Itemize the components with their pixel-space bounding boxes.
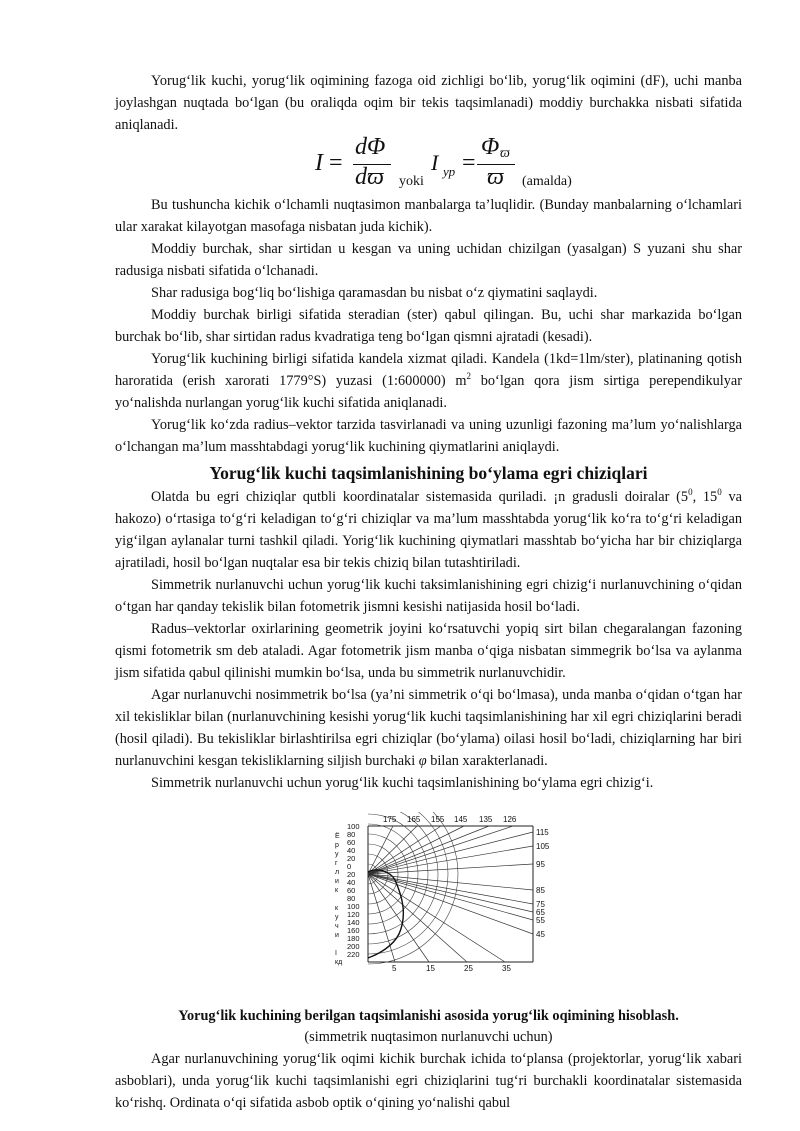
vertical-axis-label-letter: к [335, 887, 339, 894]
top-angle-label: 165 [407, 815, 421, 824]
vertical-axis-label-letter: у [335, 914, 339, 921]
vertical-axis-label-letter: и [335, 932, 339, 939]
intensity-scale-label: 120 [347, 910, 360, 919]
figure-caption-subtitle: (simmetrik nuqtasimon nurlanuvchi uchun) [304, 1029, 553, 1045]
paragraph-2: Bu tushuncha kichik o‘lchamli nuqtasimon manbalarga ta’luqlidir. (Bunday manbalarning o‘lchamlari ular xarakat kilayotgan masofaga nisbatan juda kichik). [115, 197, 742, 235]
top-angle-label: 175 [383, 815, 397, 824]
formula-equals-1: = [329, 150, 343, 176]
radial-line [368, 874, 505, 962]
paragraph-6-superscript: 2 [466, 371, 472, 382]
document-page [115, 70, 742, 1114]
vertical-axis-label-letter: р [335, 842, 339, 849]
paragraph-9: Simmetrik nurlanuvchi uchun yorug‘lik kuchi taksimlanishining egri chizig‘i nurlanuvchining o‘qidan o‘tgan har qanday tekislik bilan fotometrik jismni kesishi natijasida hosil bo‘ladi. [115, 577, 742, 615]
vertical-axis-label-letter: г [335, 860, 338, 867]
radial-line [368, 874, 533, 934]
intensity-scale-label: 20 [347, 870, 356, 879]
paragraph-4: Shar radusiga bog‘liq bo‘lishiga qaramasdan bu nisbat o‘z qiymatini saqlaydi. [151, 285, 598, 301]
vertical-axis-label-letter: у [335, 851, 339, 858]
top-angle-label: 135 [479, 815, 493, 824]
vertical-axis-label-letter: Ё [335, 833, 340, 840]
formula-lhs-2: I [431, 150, 439, 175]
intensity-scale-label: 80 [347, 894, 356, 903]
intensity-scale-label: 200 [347, 942, 360, 951]
intensity-scale-label: 60 [347, 838, 356, 847]
formula-equals-2: = [462, 150, 476, 176]
formula-yoki: yoki [399, 174, 424, 189]
intensity-scale-label: 220 [347, 950, 360, 959]
intensity-scale-label: 20 [347, 854, 356, 863]
paragraph-11-part-a: Agar nurlanuvchi nosimmetrik bo‘lsa (ya’ni simmetrik o‘qi bo‘lmasa), unda manba o‘qidan o‘tgan har xil tekisliklar bilan (nurlanuvchining kesishi yorug‘lik kuchi taqsimlanishining har xil egri chiziqlarini beradi (hosil qiladi). Bu tekisliklar birlashtirilsa egri chiziqlar (bo‘ylama) oilasi hosil bo‘ladi, chiziqlarning har biri nurlanuvchini kesgan tekisliklarning siljish burchaki [115, 687, 742, 769]
figure-caption-title [115, 1006, 742, 1027]
section-heading: Yorug‘lik kuchi taqsimlanishining bo‘ylama egri chiziqlari [209, 463, 648, 483]
paragraph-8-part-c: va hakozo) o‘rtasiga to‘g‘ri keladigan to‘g‘ri chiziqlar va ma’lum masshtabda yorug‘lik ko‘ra to‘g‘ri keladigan yig‘ilgan aylanalar turni tashkil qiladi. Yorig‘lik kuchining qiymatlari masshtab bo‘yicha har bir chiziqlarga ajratiladi, hosil bo‘lgan nuqtalar esa bir tekis chiziq bilan tutashtiriladi. [115, 489, 742, 571]
polar-diagram-figure [115, 812, 742, 982]
formula-numerator-2-sub: ϖ [500, 146, 510, 161]
paragraph-8 [115, 486, 742, 574]
vertical-axis-label-letter: к [335, 905, 339, 912]
intensity-scale-label: 0 [347, 862, 352, 871]
radial-line [368, 826, 464, 874]
intensity-scale-label: 100 [347, 902, 360, 911]
top-angle-label: 145 [454, 815, 468, 824]
paragraph-1: Yorug‘lik kuchi, yorug‘lik oqimining fazoga oid zichligi bo‘lib, yorug‘lik oqimini (dF), uchi manba joylashgan nuqtada bo‘lgan (bu oraliqda oqim bir tekis taqsimlanadi) moddiy burchakka nisbati sifatida aniqlanadi. [115, 73, 742, 133]
formula-lhs-1: I [315, 150, 323, 176]
paragraph-6 [115, 348, 742, 414]
intensity-scale-label: 40 [347, 878, 356, 887]
paragraph-6-part-a: Yorug‘lik kuchining birligi sifatida kandela xizmat qiladi. Kandela (1kd=1lm/ster), platinaning qotish haroratida (erish xarorati 1779°S) yuzasi (1:600000) m [115, 351, 742, 389]
radial-line [368, 874, 533, 904]
paragraph-8-superscript-1: 0 [688, 487, 693, 498]
intensity-circle-arc [368, 824, 418, 924]
paragraph-3: Moddiy burchak, shar sirtidan u kesgan va uning uchidan chizilgan (yasalgan) S yuzani shu shar radusiga nisbati sifatida o‘lchanadi. [115, 241, 742, 279]
intensity-scale-label: 40 [347, 846, 356, 855]
paragraph-11 [115, 684, 742, 772]
vertical-axis-label-letter: I [335, 950, 337, 957]
intensity-scale-label: 180 [347, 934, 360, 943]
paragraph-12: Simmetrik nurlanuvchi uchun yorug‘lik kuchi taqsimlanishining bo‘ylama egri chizig‘i. [151, 775, 654, 791]
formula-numerator-2: Φ [481, 134, 500, 160]
paragraph-8-part-b: , 15 [692, 489, 718, 505]
radial-line [368, 874, 467, 962]
intensity-scale-label: 100 [347, 822, 360, 831]
formula-denominator-1: dϖ [355, 164, 384, 190]
polar-intensity-diagram [333, 812, 557, 972]
paragraph-13: Agar nurlanuvchining yorug‘lik oqimi kichik burchak ichida to‘plansa (projektorlar, yorug‘lik xabari asboblari), unda yorug‘lik kuchi taqsimlanishi egri chiziqlarini tug‘ri burchakli koordinatalar sistemasida ko‘rishq. Ordinata o‘qi sifatida asbob optik o‘qining yo‘nalishi qabul [115, 1051, 742, 1111]
paragraph-8-superscript-2: 0 [717, 487, 722, 498]
right-angle-label: 85 [536, 886, 545, 895]
top-angle-label: 155 [431, 815, 445, 824]
phi-symbol: φ [418, 753, 427, 769]
bottom-angle-label: 35 [502, 964, 511, 972]
vertical-axis-label-letter: ч [335, 923, 339, 930]
formula-denominator-2: ϖ [487, 164, 504, 190]
right-angle-label: 45 [536, 930, 545, 939]
radial-line [368, 874, 533, 920]
paragraph-6-part-b: bo‘lgan qora jism sirtiga perependikulyar yo‘nalishda nurlangan yorug‘lik kuchi sifatida aniqlanadi. [115, 373, 742, 411]
intensity-scale-label: 60 [347, 886, 356, 895]
luminous-intensity-formula [115, 136, 742, 194]
radial-line [368, 874, 395, 962]
vertical-axis-label-letter: л [335, 869, 340, 876]
right-angle-label: 95 [536, 860, 545, 869]
formula-subscript-2: ур [443, 164, 456, 179]
paragraph-10: Radus–vektorlar oxirlarining geometrik joyini ko‘rsatuvchi yopiq sirt bilan chegaralangan fazoning qismi fotometrik sm deb ataladi. Agar fotometrik jism manba o‘qiga nisbatan simmegrik bo‘lsa va aylanma jism sifatida qabul qilinishi mumkin bo‘lsa, unda bu simmetrik nurlanuvchidir. [115, 621, 742, 681]
formula-amalda: (amalda) [522, 174, 572, 189]
radial-line [368, 826, 441, 874]
vertical-axis-label-letter: и [335, 878, 339, 885]
bottom-angle-label: 15 [426, 964, 435, 972]
paragraph-5: Moddiy burchak birligi sifatida steradian (ster) qabul qilingan. Bu, uchi shar markazida bo‘lgan burchak bo‘lib, shar sirtidan radus kvadratiga teng bo‘lgan qismni ajratadi (kesadi). [115, 307, 742, 345]
paragraph-8-part-a: Olatda bu egri chiziqlar qutbli koordinatalar sistemasida quriladi. ¡n gradusli doiralar (5 [151, 489, 689, 505]
bottom-angle-label: 5 [392, 964, 397, 972]
right-angle-label: 105 [536, 842, 550, 851]
bottom-angle-label: 25 [464, 964, 473, 972]
intensity-scale-label: 160 [347, 926, 360, 935]
figure-caption-title-text: Yorug‘lik kuchining berilgan taqsimlanishi asosida yorug‘lik oqimining hisoblash. [178, 1008, 679, 1024]
right-angle-label: 115 [536, 828, 549, 837]
right-angle-label: 75 [536, 900, 545, 909]
paragraph-11-part-b: bilan xarakterlanadi. [426, 753, 548, 769]
vertical-axis-label-letter: кд [335, 959, 343, 966]
formula-numerator-1: dΦ [355, 134, 386, 160]
right-angle-label: 65 [536, 908, 545, 917]
intensity-scale-label: 140 [347, 918, 360, 927]
radial-line [368, 874, 533, 912]
top-angle-label: 126 [503, 815, 517, 824]
intensity-scale-label: 80 [347, 830, 356, 839]
right-angle-label: 55 [536, 916, 545, 925]
paragraph-7: Yorug‘lik ko‘zda radius–vektor tarzida tasvirlanadi va uning uzunligi fazoning ma’lum yo‘nalishlarga o‘lchangan ma’lum masshtabdagi yorug‘lik kuchining qiymatlarini aniqlaydi. [115, 417, 742, 455]
